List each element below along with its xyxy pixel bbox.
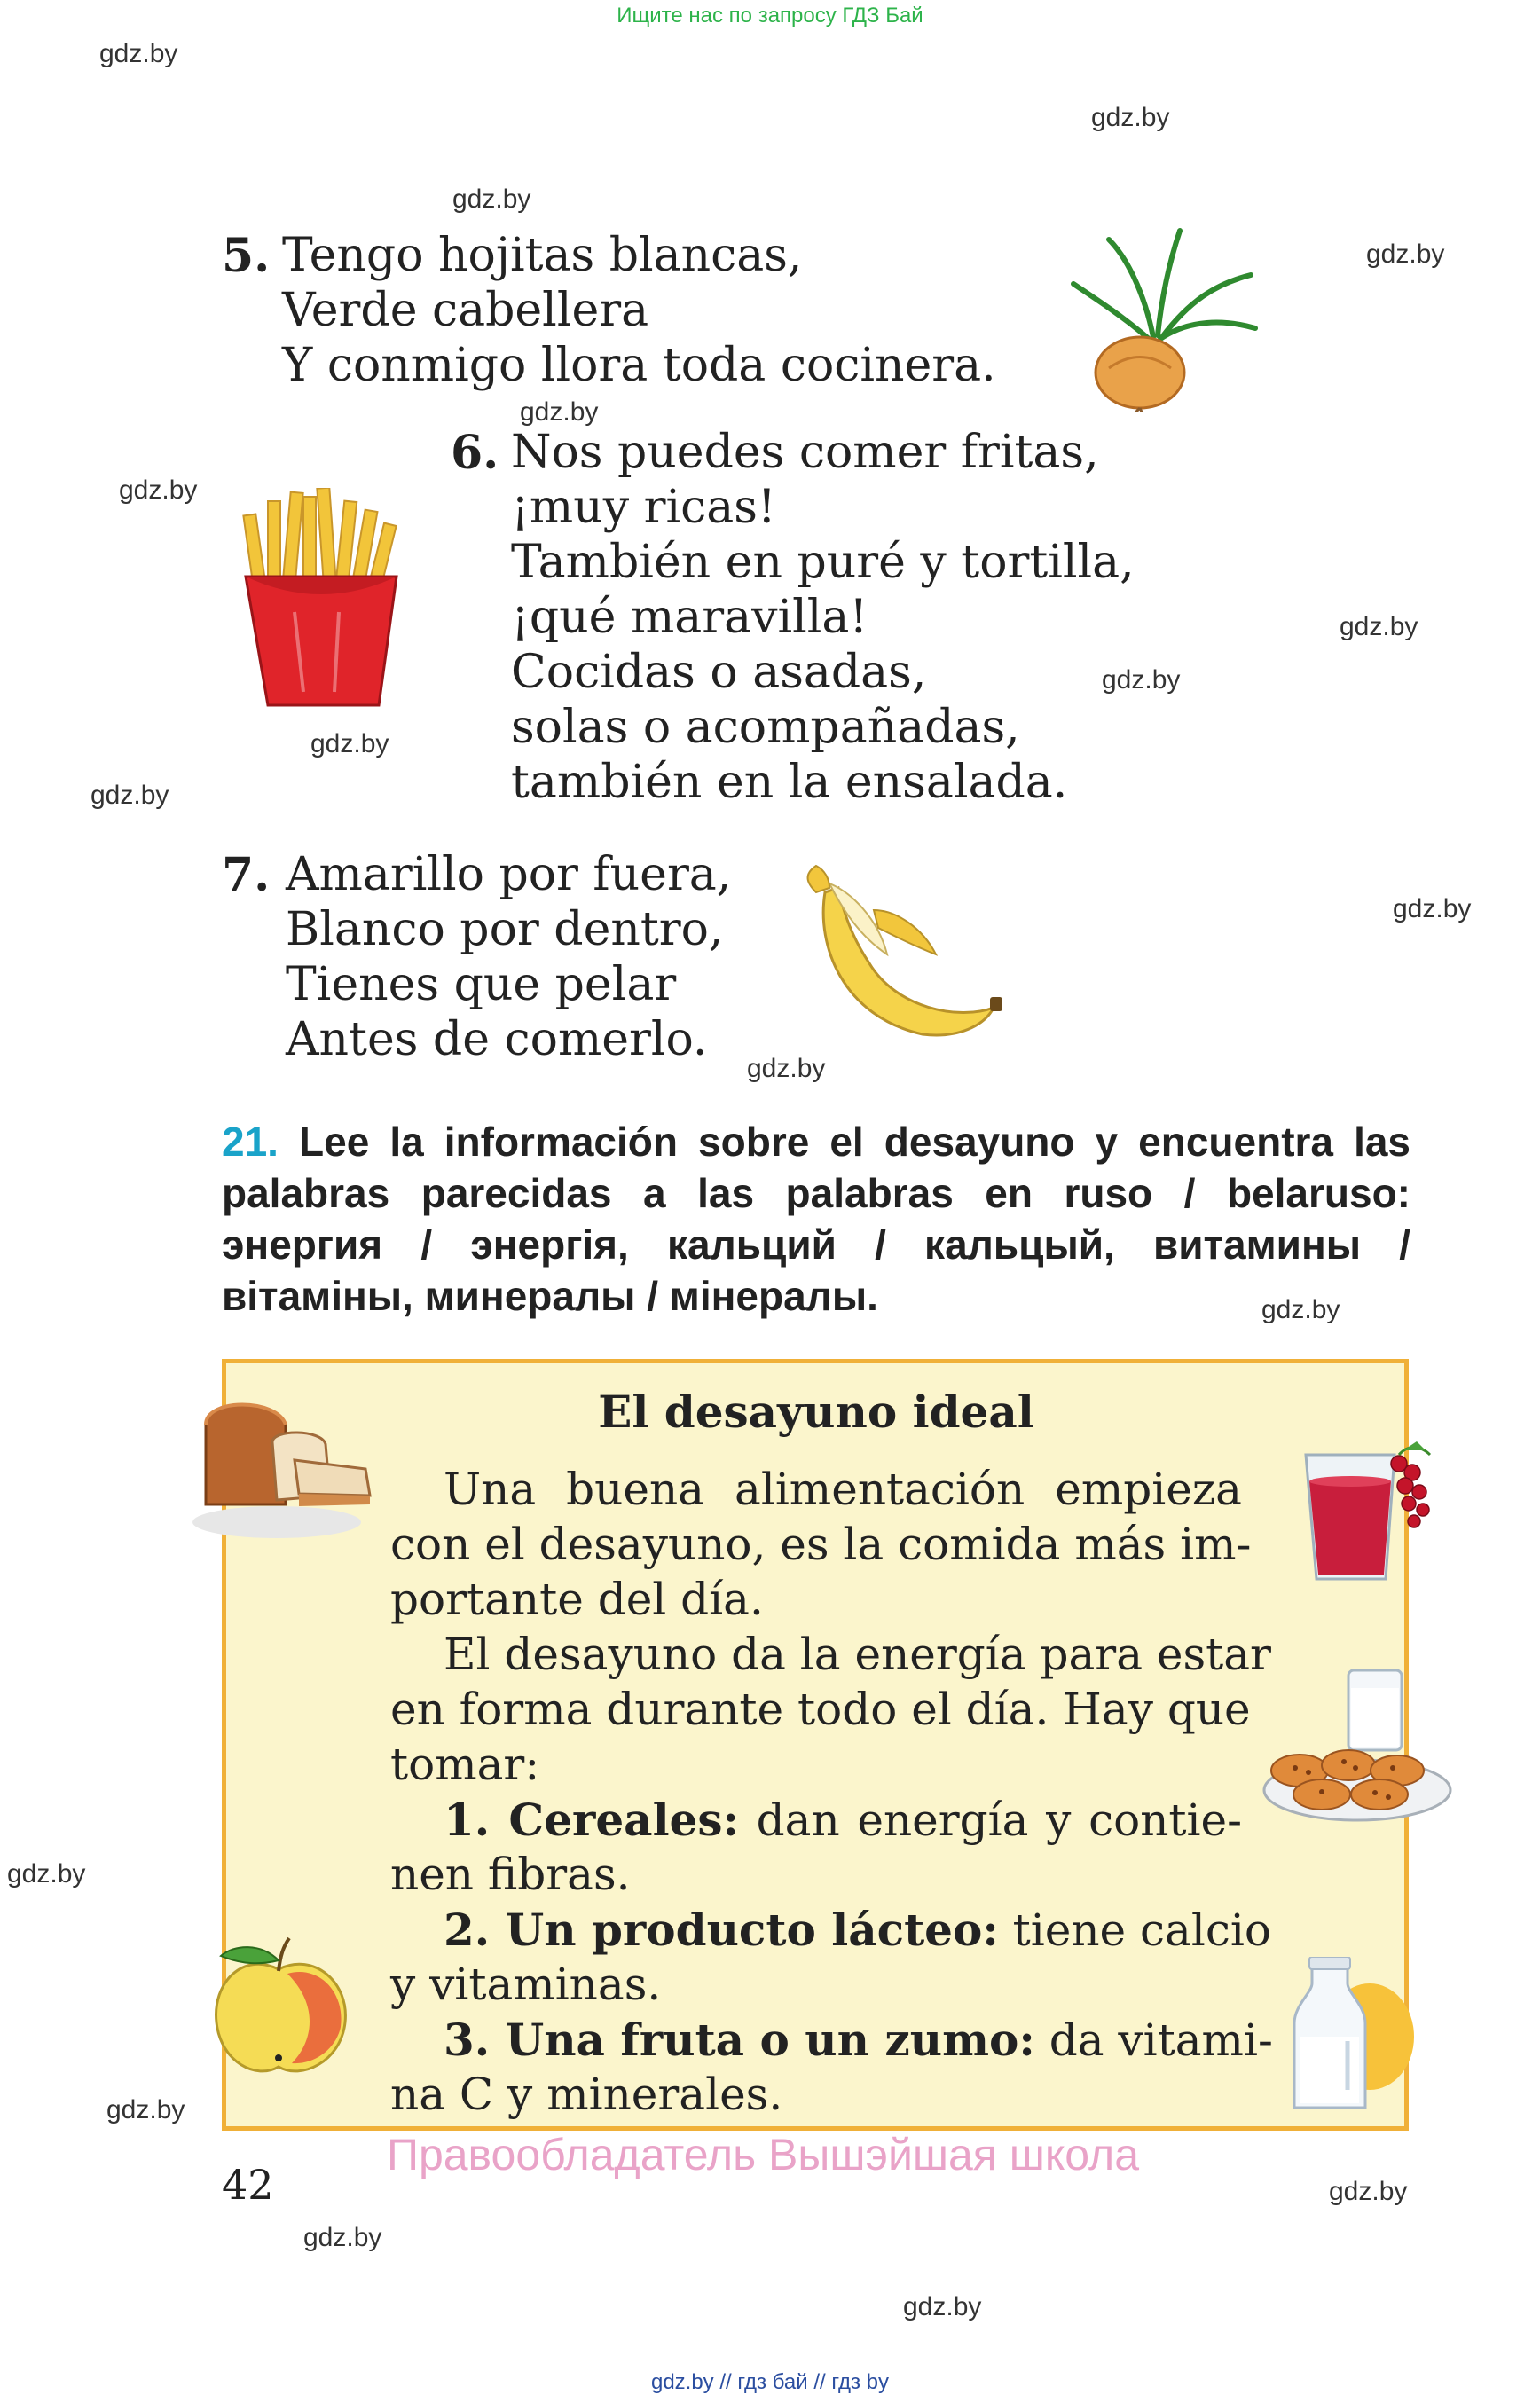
bread-icon (188, 1389, 383, 1540)
riddle-5-line: Y conmigo llora toda cocinera. (282, 339, 996, 392)
watermark: gdz.by (99, 39, 178, 68)
bottom-links[interactable]: gdz.by // гдз бай // гдз by (650, 2370, 890, 2394)
copyright-text: Правообладатель Вышэйшая школа (387, 2130, 1139, 2179)
box-paragraph-line: portante del día. (390, 1574, 764, 1625)
cookies-milk-icon (1260, 1666, 1455, 1826)
watermark: gdz.by (106, 2095, 185, 2124)
watermark: gdz.by (1329, 2177, 1408, 2206)
riddle-7-line: Tienes que pelar (286, 958, 677, 1011)
riddle-7-line: Antes de comerlo. (286, 1013, 708, 1066)
box-paragraph-line: en forma durante todo el día. Hay que (390, 1684, 1251, 1735)
watermark: gdz.by (303, 2223, 382, 2252)
box-list-item-cont: na C y minerales. (390, 2069, 783, 2120)
onion-icon (1056, 222, 1269, 412)
riddle-6-line: ¡qué maravilla! (511, 591, 868, 644)
watermark: gdz.by (1340, 612, 1418, 641)
task-text: Lee la información sobre el desayuno y encuentra las palabras parecidas a las palabras en ruso / belaruso: энергия / энергія, кальций / кальцый, витамины / вітаміны, минералы / мінералы. (222, 1119, 1411, 1319)
box-list-item: 3. Una fruta o un zumo: da vitami- (444, 2014, 1273, 2066)
watermark: gdz.by (747, 1054, 826, 1083)
riddle-7-line: Blanco por dentro, (286, 903, 724, 956)
riddle-6-line: También en puré y tortilla, (511, 536, 1135, 589)
riddle-5-line: Tengo hojitas blancas, (282, 229, 803, 282)
watermark: gdz.by (90, 781, 169, 810)
banana-icon (790, 857, 1011, 1061)
box-paragraph-line: Una buena alimentación empieza (444, 1464, 1242, 1515)
watermark: gdz.by (310, 729, 389, 758)
watermark: gdz.by (1393, 894, 1472, 923)
watermark: gdz.by (119, 475, 198, 505)
box-paragraph-line: con el desayuno, es la comida más im- (390, 1519, 1252, 1570)
watermark: gdz.by (1261, 1295, 1340, 1324)
riddle-6-line: Cocidas o asadas, (511, 646, 927, 699)
watermark: gdz.by (452, 185, 531, 214)
riddle-6-number: 6. (451, 426, 499, 480)
riddle-5-number: 5. (222, 229, 271, 283)
watermark: gdz.by (1366, 240, 1445, 269)
box-list-item: 2. Un producto lácteo: tiene calcio (444, 1904, 1271, 1956)
task-21 (222, 1116, 1410, 1322)
riddle-7-number: 7. (222, 848, 271, 902)
watermark: gdz.by (7, 1859, 86, 1889)
box-paragraph-line: El desayuno da la energía para estar (444, 1629, 1271, 1680)
riddle-6-line: Nos puedes comer fritas, (511, 426, 1099, 479)
watermark: gdz.by (520, 397, 599, 427)
page-number: 42 (222, 2161, 274, 2209)
watermark: gdz.by (1091, 103, 1170, 132)
box-title: El desayuno ideal (598, 1386, 1034, 1438)
box-list-item-cont: nen fibras. (390, 1849, 631, 1900)
riddle-6-line: solas o acompañadas, (511, 701, 1020, 754)
riddle-7-line: Amarillo por fuera, (286, 848, 732, 901)
top-banner[interactable]: Ищите нас по запросу ГДЗ Бай (617, 4, 923, 27)
watermark: gdz.by (1102, 665, 1181, 695)
apple-icon (208, 1934, 358, 2085)
riddle-5-line: Verde cabellera (282, 284, 649, 337)
box-list-item-cont: y vitaminas. (390, 1959, 662, 2010)
watermark: gdz.by (903, 2292, 982, 2321)
french-fries-icon (232, 488, 410, 710)
box-paragraph-line: tomar: (390, 1739, 540, 1790)
box-list-item: 1. Cereales: dan energía y contie- (444, 1794, 1242, 1846)
riddle-6-line: ¡muy ricas! (511, 481, 776, 534)
task-number: 21. (222, 1119, 279, 1165)
milk-bottle-icon (1272, 1957, 1414, 2116)
riddle-6-line: también en la ensalada. (511, 756, 1068, 809)
juice-glass-icon (1297, 1437, 1439, 1588)
